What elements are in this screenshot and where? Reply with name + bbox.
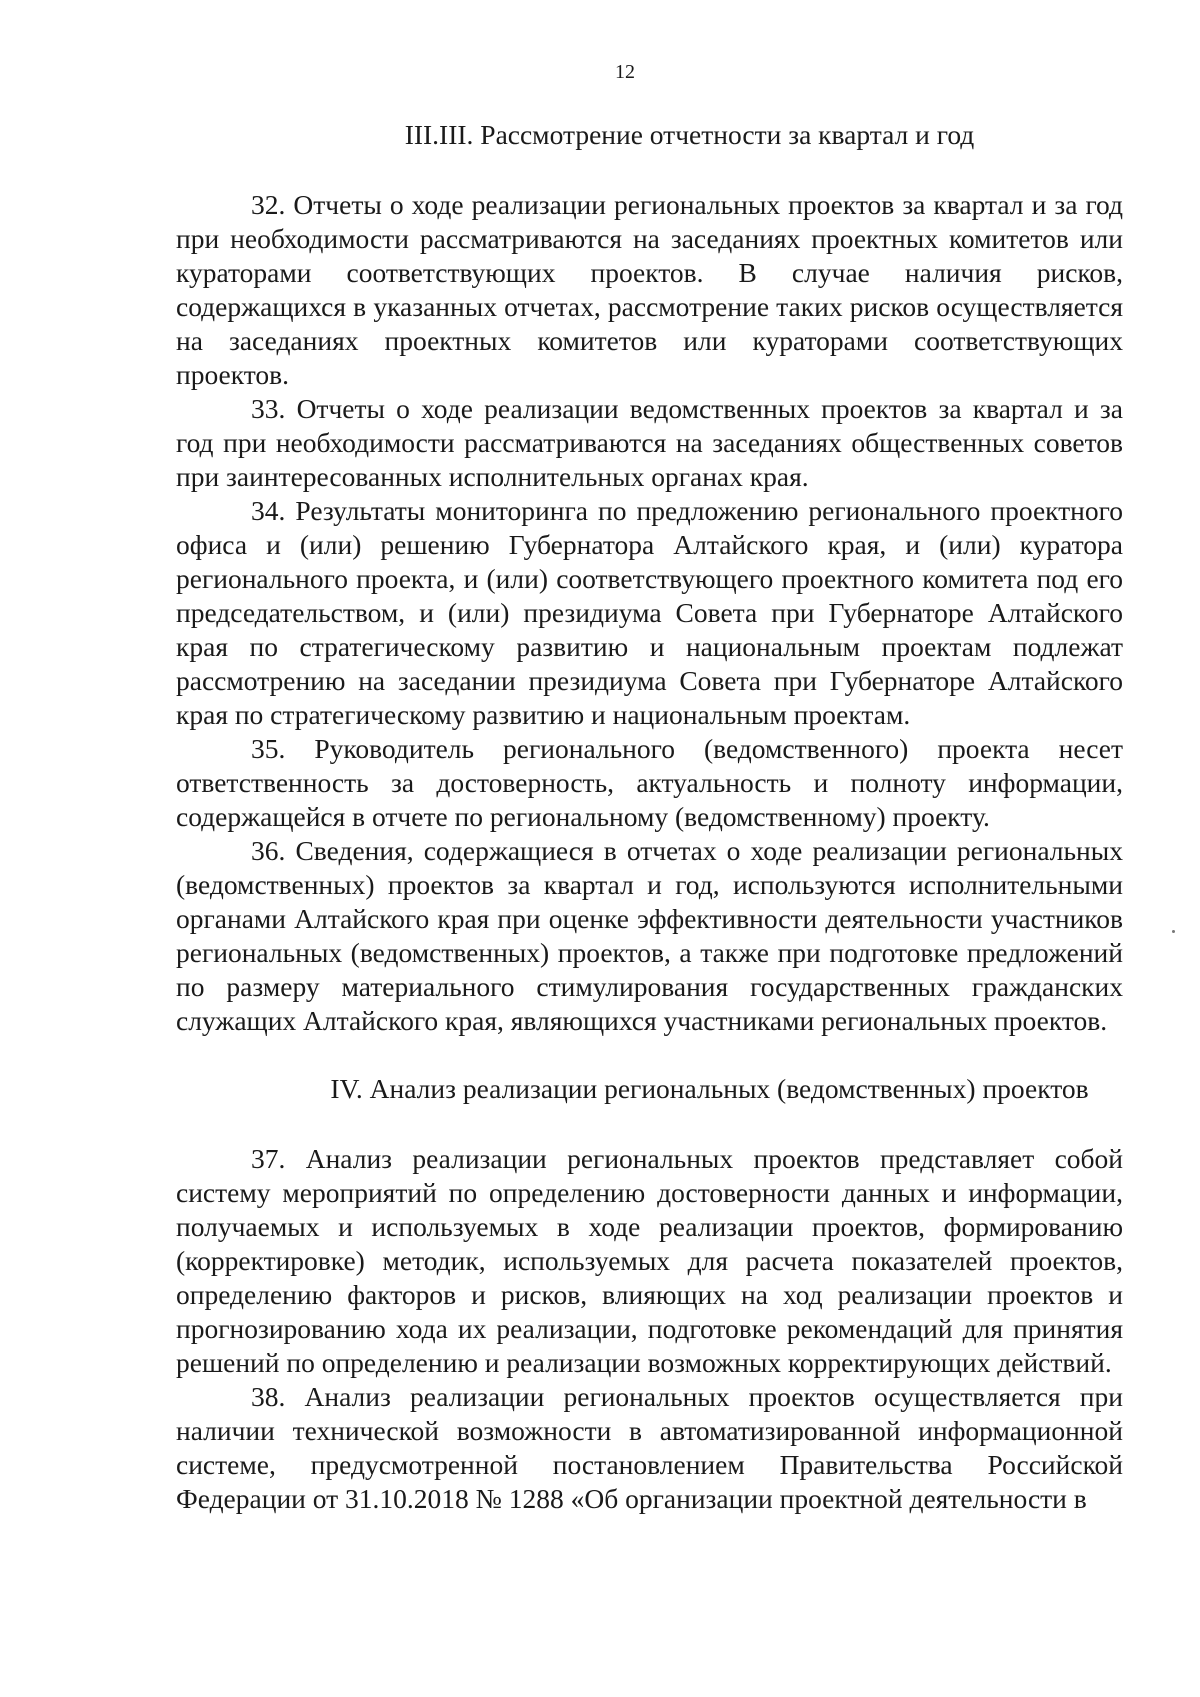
paragraph-32: 32. Отчеты о ходе реализации региональных проектов за квартал и за год при необходимости рассматриваются на заседаниях проектных комитетов или кураторами соответствующих проектов. В случае наличия рисков, содержащихся в указанных отчетах, рассмотрение таких рисков осуществляется на заседаниях проектных комитетов или кураторами соответствующих проектов. — [176, 189, 1123, 390]
paragraph-38: 38. Анализ реализации региональных проектов осуществляется при наличии технической возможности в автоматизированной информационной системе, предусмотренной постановлением Правительства Российской Федерации от 31.10.2018 № 1288 «Об организации проектной деятельности в — [176, 1381, 1123, 1514]
section-heading-4: IV. Анализ реализации региональных (ведомственных) проектов — [330, 1073, 1089, 1104]
section-heading-3-3: III.III. Рассмотрение отчетности за квартал и год — [404, 119, 975, 150]
paragraph-35: 35. Руководитель регионального (ведомственного) проекта несет ответственность за достоверность, актуальность и полноту информации, содержащейся в отчете по региональному (ведомственному) проекту. — [176, 733, 1123, 832]
paragraph-34: 34. Результаты мониторинга по предложению регионального проектного офиса и (или) решению Губернатора Алтайского края, и (или) куратора регионального проекта, и (или) соответствующего проектного комитета под его председательством, и (или) президиума Совета при Губернаторе Алтайского края по стратегическому развитию и национальным проектам подлежат рассмотрению на заседании президиума Совета при Губернаторе Алтайского края по стратегическому развитию и национальным проектам. — [176, 495, 1123, 730]
scan-speck — [1172, 930, 1175, 933]
page-number: 12 — [615, 61, 635, 83]
paragraph-33: 33. Отчеты о ходе реализации ведомственных проектов за квартал и за год при необходимости рассматриваются на заседаниях общественных советов при заинтересованных исполнительных органах края. — [176, 393, 1123, 492]
paragraph-36: 36. Сведения, содержащиеся в отчетах о ходе реализации региональных (ведомственных) проектов за квартал и год, используются исполнительными органами Алтайского края при оценке эффективности деятельности участников региональных (ведомственных) проектов, а также при подготовке предложений по размеру материального стимулирования государственных гражданских служащих Алтайского края, являющихся участниками региональных проектов. — [176, 835, 1123, 1036]
paragraph-37: 37. Анализ реализации региональных проектов представляет собой систему мероприятий по определению достоверности данных и информации, получаемых и используемых в ходе реализации проектов, формированию (корректировке) методик, используемых для расчета показателей проектов, определению факторов и рисков, влияющих на ход реализации проектов и прогнозированию хода их реализации, подготовке рекомендаций для принятия решений по определению и реализации возможных корректирующих действий. — [176, 1143, 1123, 1378]
document-body — [176, 118, 1123, 1516]
